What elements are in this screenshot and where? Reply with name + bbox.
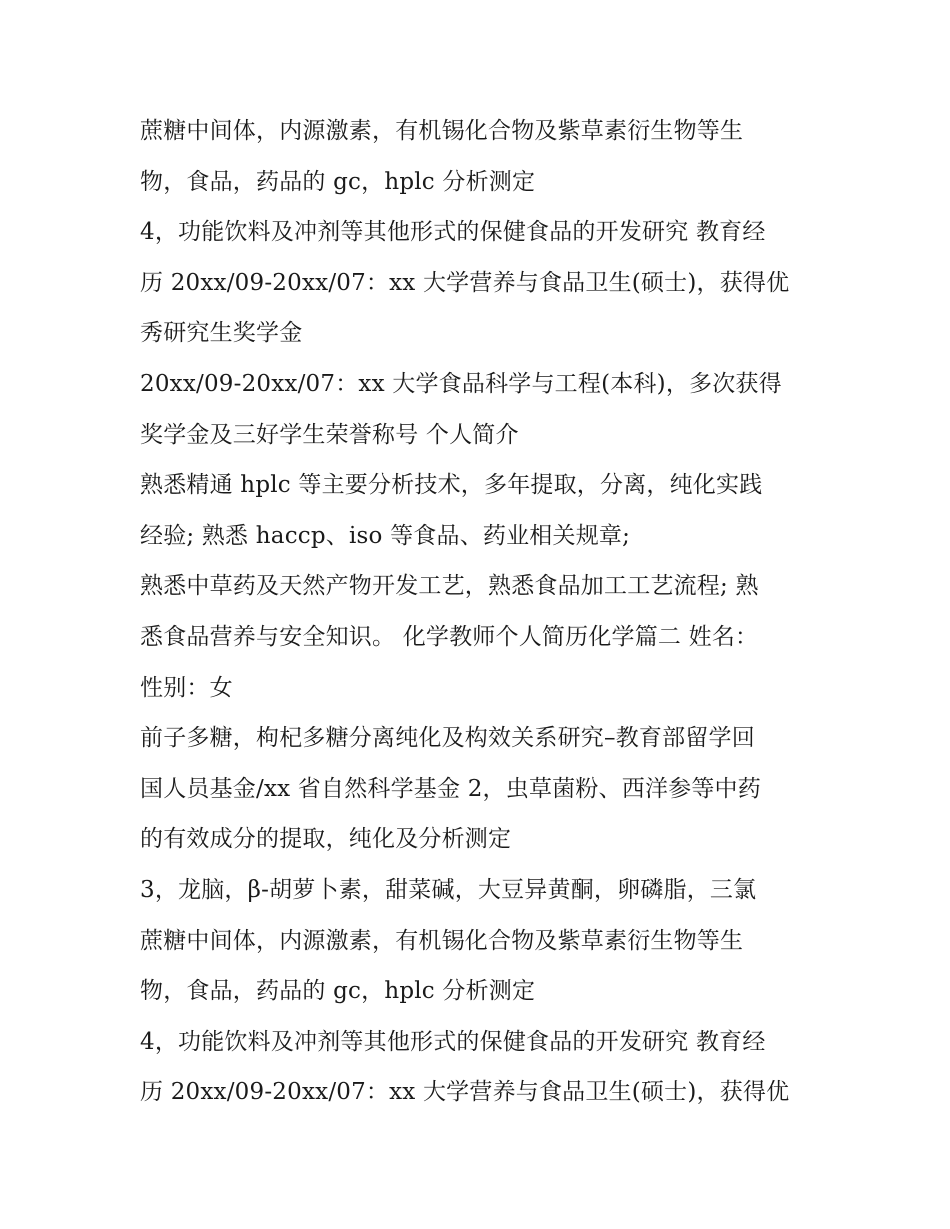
text-line: 国人员基金/xx 省自然科学基金 2，虫草菌粉、西洋参等中药	[140, 775, 761, 802]
document-body	[140, 106, 820, 1118]
text-line: 3，龙脑，β-胡萝卜素，甜菜碱，大豆异黄酮，卵磷脂，三氯	[140, 876, 757, 903]
text-line: 20xx/09-20xx/07：xx 大学食品科学与工程(本科)，多次获得	[140, 370, 782, 397]
text-line: 4，功能饮料及冲剂等其他形式的保健食品的开发研究 教育经	[140, 219, 766, 246]
text-line: 秀研究生奖学金	[140, 320, 303, 347]
text-line: 前子多糖，枸杞多糖分离纯化及构效关系研究–教育部留学回	[140, 725, 755, 752]
text-line: 4，功能饮料及冲剂等其他形式的保健食品的开发研究 教育经	[140, 1028, 766, 1055]
text-line: 悉食品营养与安全知识。 化学教师个人简历化学篇二 姓名：	[140, 623, 759, 650]
text-line: 蔗糖中间体，内源激素，有机锡化合物及紫草素衍生物等生	[140, 118, 744, 144]
text-line: 经验; 熟悉 haccp、iso 等食品、药业相关规章;	[140, 522, 631, 549]
text-line: 奖学金及三好学生荣誉称号 个人简介	[140, 421, 519, 448]
text-line: 蔗糖中间体，内源激素，有机锡化合物及紫草素衍生物等生	[140, 927, 744, 954]
text-line: 的有效成分的提取，纯化及分析测定	[140, 826, 512, 853]
text-line: 物，食品，药品的 gc，hplc 分析测定	[140, 978, 536, 1005]
text-line: 物，食品，药品的 gc，hplc 分析测定	[140, 168, 536, 195]
text-line: 历 20xx/09-20xx/07：xx 大学营养与食品卫生(硕士)，获得优	[140, 269, 790, 296]
text-line: 历 20xx/09-20xx/07：xx 大学营养与食品卫生(硕士)，获得优	[140, 1079, 790, 1106]
text-line: 性别：女	[140, 674, 233, 701]
text-line: 熟悉中草药及天然产物开发工艺，熟悉食品加工工艺流程; 熟	[140, 573, 759, 600]
text-line: 熟悉精通 hplc 等主要分析技术，多年提取，分离，纯化实践	[140, 472, 763, 499]
